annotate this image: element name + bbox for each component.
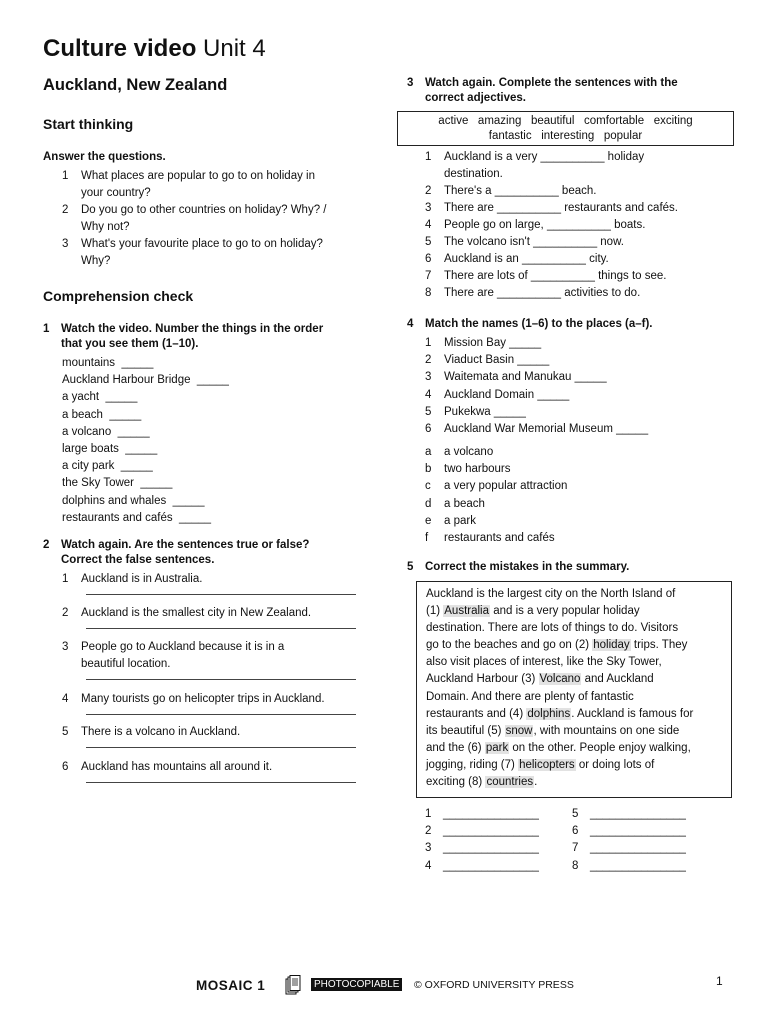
summary-line	[426, 671, 731, 688]
summary-text: trips. They	[630, 639, 688, 652]
exercise-5-number: 5	[407, 561, 414, 573]
word-box-line: active amazing beautiful comfortable exciting	[438, 115, 693, 127]
exercise-1-instruction	[43, 322, 373, 354]
summary-text: Auckland Harbour (3)	[426, 673, 539, 686]
sentence-text: There's a __________ beach.	[444, 185, 597, 197]
answer-line	[86, 628, 356, 629]
sentence-number: 4	[425, 219, 432, 231]
place-text: a park	[444, 514, 476, 527]
statement-text: There is a volcano in Auckland.	[81, 726, 241, 738]
summary-text: also visit places of interest, like the Sky Tower,	[426, 656, 662, 669]
summary-text: jogging, riding (7)	[426, 758, 519, 771]
answer-line	[86, 714, 356, 715]
sentence-text: There are __________ activities to do.	[444, 287, 641, 299]
answer-blank: _______________	[443, 825, 539, 838]
sentence-text: There are lots of __________ things to see.	[444, 270, 667, 282]
summary-box	[416, 581, 732, 798]
highlighted-mistake: holiday	[593, 639, 630, 652]
start-thinking-instruction: Answer the questions.	[43, 151, 166, 163]
answer-line	[86, 679, 356, 680]
summary-line	[426, 637, 731, 654]
highlighted-mistake: park	[485, 741, 509, 754]
summary-text: restaurants and (4)	[426, 707, 527, 720]
exercise-2-instruction	[43, 538, 373, 570]
summary-text: . Auckland is famous for	[571, 707, 694, 720]
summary-line	[426, 757, 731, 774]
answer-number: 8	[572, 859, 579, 872]
exercise-3-text	[425, 76, 725, 106]
place-text: a beach	[444, 497, 485, 510]
name-text: Mission Bay _____	[444, 337, 542, 349]
summary-text: Auckland is the largest city on the North Island of	[426, 588, 676, 600]
question-number: 1	[62, 170, 69, 182]
statement-number: 5	[62, 726, 69, 738]
answer-number: 7	[572, 842, 579, 855]
place-text: a very popular attraction	[444, 480, 568, 493]
answer-blank: _______________	[443, 808, 539, 820]
answer-line	[86, 782, 356, 783]
place-letter: a	[425, 446, 432, 458]
exercise-2-line: Correct the false sentences.	[61, 554, 215, 566]
highlighted-mistake: countries	[486, 776, 534, 789]
answer-number: 4	[425, 859, 432, 872]
place-text: two harbours	[444, 463, 511, 476]
question-text: Do you go to other countries on holiday? Why? /	[81, 204, 327, 216]
place-letter: e	[425, 514, 432, 527]
name-number: 3	[425, 371, 432, 384]
answer-line	[86, 594, 356, 595]
ordering-item: a volcano _____	[62, 425, 150, 438]
statement-number: 4	[62, 693, 69, 705]
summary-line	[426, 654, 731, 671]
ordering-item: mountains _____	[62, 357, 154, 369]
answer-blank: _______________	[443, 842, 539, 855]
name-number: 1	[425, 337, 432, 349]
summary-line	[426, 740, 731, 757]
exercise-3-line: Watch again. Complete the sentences with the	[425, 77, 678, 89]
statement-text: Many tourists go on helicopter trips in Auckland.	[81, 693, 325, 705]
footer	[196, 975, 596, 999]
exercise-2-line: Watch again. Are the sentences true or false?	[61, 539, 310, 551]
name-text: Pukekwa _____	[444, 405, 526, 418]
summary-text: on the other. People enjoy walking,	[509, 741, 691, 754]
footer-brand: MOSAIC 1	[196, 978, 266, 993]
exercise-4-text: Match the names (1–6) to the places (a–f).	[425, 318, 653, 330]
exercise-5-instruction	[407, 560, 737, 576]
statement-text: Auckland is in Australia.	[81, 573, 203, 585]
answer-blank: _______________	[590, 859, 686, 872]
sentence-text: Auckland is a very __________ holiday	[444, 151, 645, 163]
photocopiable-badge: PHOTOCOPIABLE	[311, 978, 402, 991]
exercise-5-text: Correct the mistakes in the summary.	[425, 561, 630, 573]
title-unit: Unit 4	[203, 35, 266, 62]
highlighted-mistake: dolphins	[527, 707, 571, 720]
sentence-text: destination.	[444, 168, 503, 180]
answer-blank: _______________	[443, 859, 539, 872]
sentence-number: 6	[425, 253, 432, 265]
summary-text: its beautiful (5)	[426, 724, 505, 737]
place-letter: c	[425, 480, 431, 493]
question-text: Why?	[81, 255, 111, 267]
statement-number: 1	[62, 573, 69, 585]
question-number: 3	[62, 238, 69, 250]
sentence-text: Auckland is an __________ city.	[444, 253, 609, 265]
summary-text: Domain. And there are plenty of fantastic	[426, 690, 634, 703]
question-text: What's your favourite place to go to on holiday?	[81, 238, 323, 250]
exercise-2-text	[61, 538, 361, 568]
place-text: a volcano	[444, 446, 494, 458]
highlighted-mistake: Australia	[444, 605, 489, 618]
answer-number: 6	[572, 825, 579, 838]
name-number: 6	[425, 423, 432, 435]
summary-text: and Auckland	[581, 673, 654, 686]
ordering-item: a beach _____	[62, 408, 142, 421]
ordering-item: the Sky Tower _____	[62, 477, 173, 490]
answer-number: 2	[425, 825, 432, 838]
exercise-1-line: that you see them (1–10).	[61, 338, 199, 350]
question-text: What places are popular to go to on holiday in	[81, 170, 315, 182]
exercise-1-text	[61, 322, 361, 352]
summary-text: , with mountains on one side	[533, 724, 680, 737]
name-text: Viaduct Basin _____	[444, 354, 550, 367]
exercise-4-number: 4	[407, 318, 414, 330]
place-text: restaurants and cafés	[444, 532, 555, 544]
question-text: your country?	[81, 187, 151, 199]
exercise-3-instruction	[407, 76, 737, 108]
answer-blank: _______________	[590, 842, 686, 855]
summary-text: go to the beaches and go on (2)	[426, 639, 593, 652]
statement-text: People go to Auckland because it is in a	[81, 641, 285, 653]
ordering-item: dolphins and whales _____	[62, 494, 205, 507]
summary-line	[426, 586, 731, 603]
answer-blank: _______________	[590, 825, 686, 838]
highlighted-mistake: helicopters	[519, 758, 575, 771]
sentence-text: People go on large, __________ boats.	[444, 219, 646, 231]
sentence-text: The volcano isn't __________ now.	[444, 236, 624, 248]
sentence-text: There are __________ restaurants and cafés.	[444, 202, 678, 214]
sentence-number: 8	[425, 287, 432, 299]
page-number: 1	[716, 974, 723, 988]
summary-line	[426, 723, 731, 740]
sentence-number: 3	[425, 202, 432, 214]
name-text: Waitemata and Manukau _____	[444, 371, 607, 384]
summary-line	[426, 706, 731, 723]
summary-text: and is a very popular holiday	[490, 605, 640, 618]
name-text: Auckland Domain _____	[444, 388, 570, 401]
place-letter: b	[425, 463, 432, 476]
summary-text: .	[534, 776, 538, 789]
highlighted-mistake: snow	[505, 724, 533, 737]
exercise-2-number: 2	[43, 539, 50, 551]
sentence-number: 7	[425, 270, 432, 282]
ordering-item: a yacht _____	[62, 391, 138, 404]
ordering-item: a city park _____	[62, 460, 153, 473]
sentence-number: 2	[425, 185, 432, 197]
exercise-3-line: correct adjectives.	[425, 92, 527, 104]
comprehension-heading: Comprehension check	[43, 288, 194, 304]
name-number: 2	[425, 354, 432, 367]
photocopy-icon	[285, 975, 301, 1000]
summary-text: or doing lots of	[575, 758, 655, 771]
answer-number: 3	[425, 842, 432, 855]
statement-number: 6	[62, 761, 69, 773]
statement-text: beautiful location.	[81, 658, 171, 670]
answer-blank: _______________	[590, 808, 686, 820]
summary-line	[426, 620, 731, 637]
summary-text: exciting (8)	[426, 776, 486, 789]
question-text: Why not?	[81, 221, 130, 233]
answer-number: 5	[572, 808, 579, 820]
summary-text: (1)	[426, 605, 444, 618]
answer-line	[86, 747, 356, 748]
start-thinking-heading: Start thinking	[43, 116, 134, 132]
statement-text: Auckland is the smallest city in New Zealand.	[81, 607, 312, 619]
place-letter: f	[425, 532, 429, 544]
exercise-1-line: Watch the video. Number the things in the order	[61, 323, 324, 335]
name-number: 4	[425, 388, 432, 401]
ordering-item: restaurants and cafés _____	[62, 511, 211, 524]
statement-number: 2	[62, 607, 69, 619]
word-box-line: fantastic interesting popular	[488, 130, 643, 142]
exercise-3-number: 3	[407, 77, 414, 89]
footer-publisher: © OXFORD UNIVERSITY PRESS	[414, 979, 574, 991]
statement-text: Auckland has mountains all around it.	[81, 761, 273, 773]
statement-number: 3	[62, 641, 69, 653]
summary-line	[426, 774, 731, 791]
page-subtitle: Auckland, New Zealand	[43, 76, 228, 94]
exercise-1-number: 1	[43, 323, 50, 335]
adjective-word-box	[397, 111, 734, 146]
summary-text: destination. There are lots of things to do. Visitors	[426, 622, 679, 635]
question-number: 2	[62, 204, 69, 216]
ordering-item: large boats _____	[62, 443, 158, 455]
name-number: 5	[425, 405, 432, 418]
summary-line	[426, 603, 731, 620]
answer-number: 1	[425, 808, 432, 820]
summary-text: and the (6)	[426, 741, 485, 754]
summary-line	[426, 689, 731, 706]
ordering-item: Auckland Harbour Bridge _____	[62, 374, 229, 387]
highlighted-mistake: Volcano	[539, 673, 581, 686]
title-bold: Culture video	[43, 35, 197, 62]
page-title	[43, 33, 266, 65]
exercise-4-instruction	[407, 317, 737, 333]
sentence-number: 1	[425, 151, 432, 163]
sentence-number: 5	[425, 236, 432, 248]
name-text: Auckland War Memorial Museum _____	[444, 423, 649, 435]
place-letter: d	[425, 497, 432, 510]
